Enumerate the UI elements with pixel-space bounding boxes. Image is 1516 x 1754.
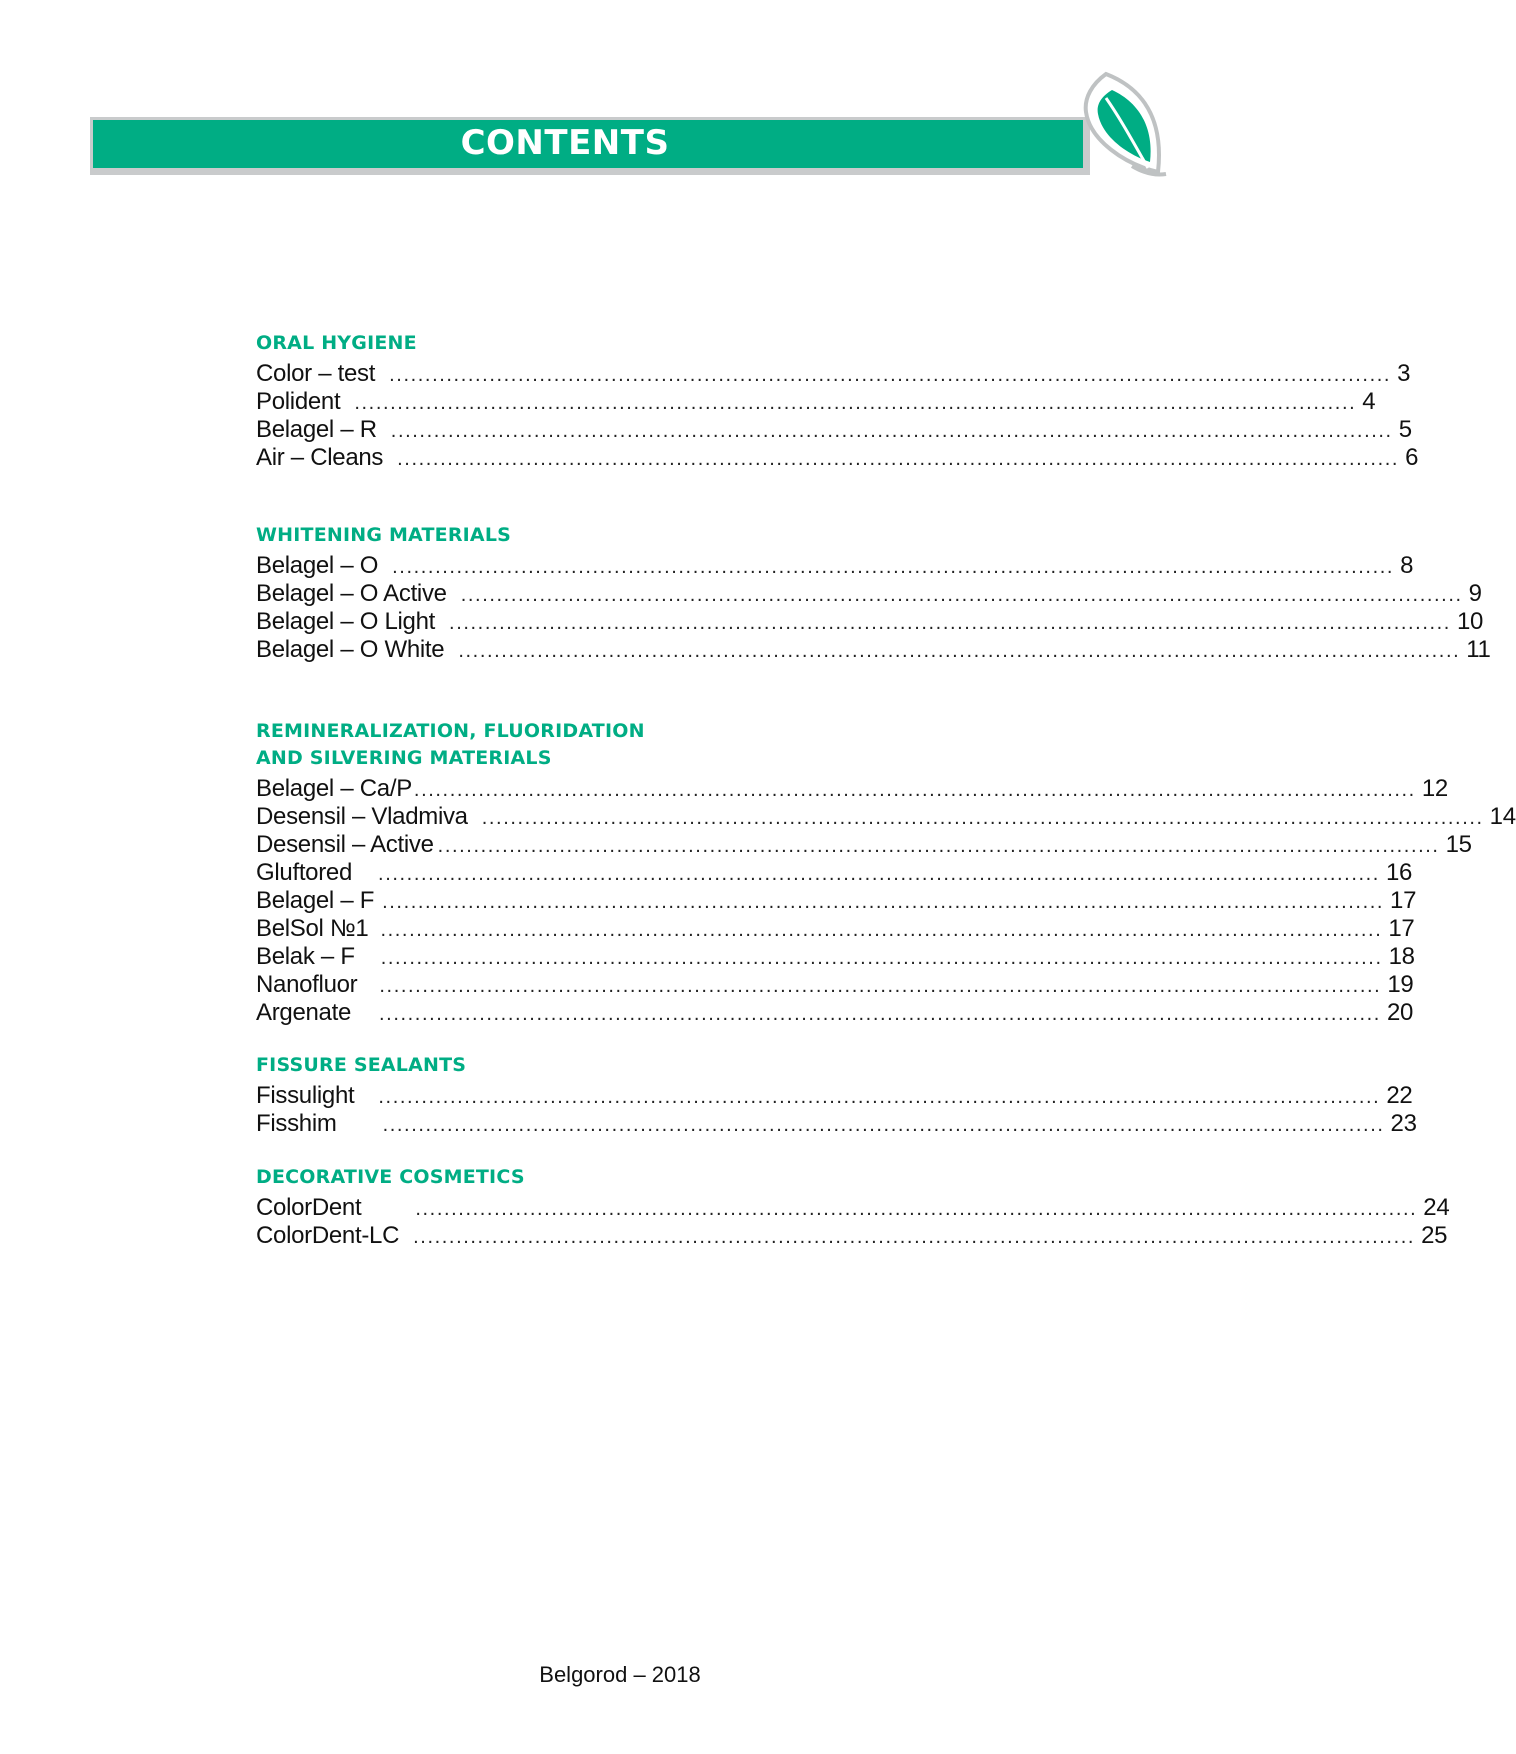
entry-page-number: 6: [1405, 444, 1419, 471]
dot-leader: ............................................................................................................................................: [354, 392, 1357, 414]
entry-label: Polident: [256, 388, 341, 415]
entry-label: Color – test: [256, 360, 376, 387]
entry-label: Belagel – O Active: [256, 580, 447, 607]
toc-entry[interactable]: [256, 887, 1417, 915]
entry-label: Belagel – Ca/P: [256, 775, 412, 802]
dot-leader: ............................................................................................................................................: [415, 1198, 1418, 1220]
entry-label: Air – Cleans: [256, 444, 384, 471]
dot-leader: ............................................................................................................................................: [389, 364, 1392, 386]
dot-leader: ............................................................................................................................................: [397, 448, 1400, 470]
entry-page-number: 22: [1386, 1082, 1413, 1109]
entry-page-number: 11: [1466, 636, 1491, 663]
dot-leader: ............................................................................................................................................: [413, 779, 1416, 801]
entry-page-number: 10: [1456, 608, 1484, 635]
entry-label: Desensil – Vladmiva: [256, 803, 468, 830]
dot-leader: ............................................................................................................................................: [413, 1226, 1416, 1248]
entry-label: Belagel – O Light: [256, 608, 436, 635]
toc-entry[interactable]: [256, 943, 1415, 971]
toc-entry[interactable]: [256, 831, 1472, 859]
dot-leader: ............................................................................................................................................: [392, 556, 1395, 578]
entry-page-number: 18: [1388, 943, 1415, 970]
toc-entry[interactable]: [256, 775, 1448, 803]
dot-leader: ............................................................................................................................................: [449, 612, 1451, 634]
dot-leader: ............................................................................................................................................: [437, 835, 1440, 857]
dot-leader: ............................................................................................................................................: [380, 947, 1383, 969]
dot-leader: ............................................................................................................................................: [379, 1003, 1381, 1025]
section-heading: FISSURE SEALANTS: [256, 1054, 467, 1076]
toc-entry[interactable]: [256, 803, 1516, 831]
toc-section-remineralization: [256, 718, 1516, 1027]
dot-leader: ............................................................................................................................................: [378, 1086, 1381, 1108]
section-heading: WHITENING MATERIALS: [256, 524, 512, 546]
entry-label: Belagel – F: [256, 887, 375, 914]
entry-label: ColorDent-LC: [256, 1222, 400, 1249]
entry-page-number: 3: [1397, 360, 1411, 387]
dot-leader: ............................................................................................................................................: [382, 1114, 1385, 1136]
section-heading: ORAL HYGIENE: [256, 332, 417, 354]
toc-section-oral-hygiene: [256, 330, 1419, 472]
entry-label: Belak – F: [256, 943, 355, 970]
toc-entry[interactable]: [256, 999, 1414, 1027]
entry-label: ColorDent: [256, 1194, 362, 1221]
entry-page-number: 5: [1398, 416, 1412, 443]
entry-label: Fisshim: [256, 1110, 337, 1137]
toc-entry[interactable]: [256, 444, 1419, 472]
leaf-icon: [1072, 68, 1168, 180]
entry-label: Gluftored: [256, 859, 353, 886]
section-heading: AND SILVERING MATERIALS: [256, 747, 552, 769]
toc-entry[interactable]: [256, 388, 1376, 416]
entry-label: Belagel – R: [256, 416, 377, 443]
entry-page-number: 20: [1386, 999, 1414, 1026]
entry-label: Belagel – O White: [256, 636, 445, 663]
dot-leader: ............................................................................................................................................: [378, 863, 1380, 885]
footer-city-year: Belgorod – 2018: [539, 1662, 701, 1687]
entry-page-number: 14: [1489, 803, 1516, 830]
dot-leader: ............................................................................................................................................: [379, 975, 1382, 997]
dot-leader: ............................................................................................................................................: [380, 919, 1383, 941]
entry-page-number: 8: [1400, 552, 1414, 579]
toc-section-decorative-cosmetics: [256, 1164, 1450, 1250]
entry-page-number: 24: [1423, 1194, 1450, 1221]
toc-entry[interactable]: [256, 608, 1484, 636]
entry-page-number: 9: [1468, 580, 1482, 607]
toc-entry[interactable]: [256, 416, 1412, 444]
entry-page-number: 16: [1385, 859, 1413, 886]
entry-page-number: 17: [1390, 887, 1417, 914]
entry-page-number: 19: [1387, 971, 1414, 998]
section-heading: DECORATIVE COSMETICS: [256, 1166, 525, 1188]
entry-page-number: 4: [1362, 388, 1376, 415]
entry-label: Fissulight: [256, 1082, 355, 1109]
dot-leader: ............................................................................................................................................: [382, 891, 1385, 913]
dot-leader: ............................................................................................................................................: [390, 420, 1393, 442]
entry-label: BelSol №1: [256, 915, 369, 942]
dot-leader: ............................................................................................................................................: [458, 640, 1461, 662]
toc-entry[interactable]: [256, 1194, 1450, 1222]
toc-entry[interactable]: [256, 915, 1415, 943]
header-banner: [90, 117, 1110, 175]
entry-page-number: 17: [1388, 915, 1415, 942]
entry-page-number: 23: [1390, 1110, 1417, 1137]
toc-section-fissure-sealants: [256, 1052, 1417, 1138]
toc-entry[interactable]: [256, 1110, 1417, 1138]
entry-page-number: 15: [1445, 831, 1472, 858]
page-title: CONTENTS: [460, 123, 670, 163]
dot-leader: ............................................................................................................................................: [481, 807, 1484, 829]
entry-label: Nanofluor: [256, 971, 358, 998]
entry-label: Argenate: [256, 999, 352, 1026]
toc-section-whitening: [256, 522, 1491, 664]
entry-label: Desensil – Active: [256, 831, 434, 858]
entry-label: Belagel – O: [256, 552, 379, 579]
toc-entry[interactable]: [256, 636, 1491, 664]
toc-entry[interactable]: [256, 580, 1482, 608]
toc-entry[interactable]: [256, 859, 1413, 887]
entry-page-number: 25: [1421, 1222, 1448, 1249]
section-heading: REMINERALIZATION, FLUORIDATION: [256, 720, 645, 742]
toc-entry[interactable]: [256, 552, 1414, 580]
toc-entry[interactable]: [256, 1082, 1413, 1110]
dot-leader: ............................................................................................................................................: [460, 584, 1463, 606]
toc-entry[interactable]: [256, 360, 1411, 388]
toc-entry[interactable]: [256, 971, 1414, 999]
toc-entry[interactable]: [256, 1222, 1448, 1250]
entry-page-number: 12: [1421, 775, 1448, 802]
